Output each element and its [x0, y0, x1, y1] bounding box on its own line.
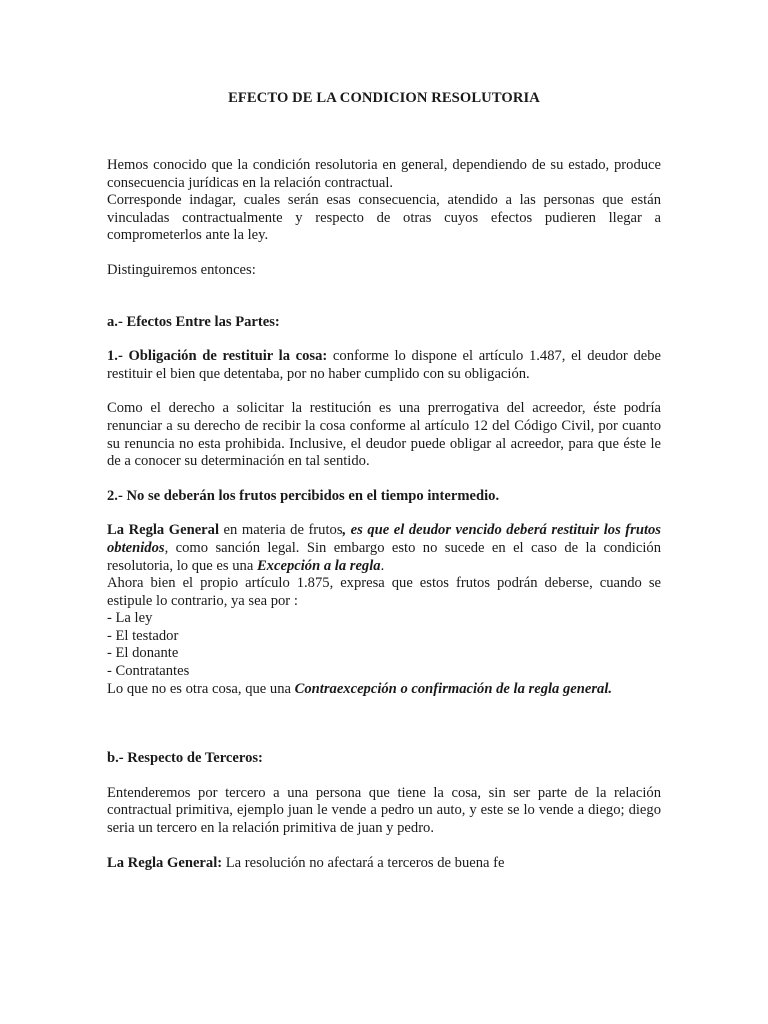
article-paragraph: Ahora bien el propio artículo 1.875, expresa que estos frutos podrán deberse, cuando se estipule lo contrario, ya sea por : — [107, 575, 661, 609]
document-title: EFECTO DE LA CONDICION RESOLUTORIA — [228, 90, 540, 106]
point-1-text: conforme lo dispone el artículo 1.487, el deudor debe restituir el bien que detentaba, por no haber cumplido con su obligación. — [107, 348, 661, 382]
rule-label: La Regla General — [107, 522, 220, 539]
rule-paragraph — [107, 522, 661, 575]
closing-emphasis: Contraexcepción o confirmación de la regla general. — [294, 680, 613, 697]
closing-paragraph — [107, 681, 661, 699]
point-1-paragraph — [107, 348, 661, 383]
rule-text-2: , como sanción legal. Sin embargo esto no sucede en el caso de la condición resolutoria, lo que es una — [107, 539, 661, 574]
section-b-heading — [107, 750, 661, 768]
list-item: - El donante — [107, 645, 179, 662]
document-body — [107, 157, 661, 872]
list-item: - La ley — [107, 610, 153, 627]
intro-paragraph-1: Hemos conocido que la condición resolutoria en general, dependiendo de su estado, produce consecuencia jurídicas en la relación contractual. — [107, 157, 661, 191]
list-item: - El testador — [107, 627, 179, 644]
point-1-paragraph-2: Como el derecho a solicitar la restitución es una prerrogativa del acreedor, éste podría renunciar a su derecho de recibir la cosa conforme al artículo 12 del Código Civil, por cuanto su renuncia no esta prohibida. Inclusive, el deudor puede obligar al acreedor, para que éste le de a conocer su determinación en tal sentido. — [107, 400, 661, 470]
closing-text: Lo que no es otra cosa, que una — [107, 680, 295, 697]
intro-paragraph-2: Corresponde indagar, cuales serán esas consecuencia, atendido a las personas que están vinculadas contractualmente y respecto de otras cuyos efectos pudieren llegar a comprometerlos ante la ley. — [107, 192, 661, 244]
point-2-heading — [107, 488, 661, 506]
rule-emphasis-1: , es que el deudor vencido deberá restituir los frutos obtenidos — [107, 522, 661, 556]
section-b-rule-paragraph — [107, 855, 661, 873]
section-b-rule-text: La resolución no afectará a terceros de buena fe — [222, 854, 505, 871]
section-b-paragraph-1: Entenderemos por tercero a una persona que tiene la cosa, sin ser parte de la relación contractual primitiva, ejemplo juan le vende a pedro un auto, y este se lo vende a diego; diego seria un tercero en la relación primitiva de juan y pedro. — [107, 784, 661, 837]
rule-text-3: . — [380, 557, 385, 574]
section-a-heading — [107, 314, 661, 332]
section-b-rule-label: La Regla General: — [107, 854, 223, 871]
section-b-heading-text: b.- Respecto de Terceros: — [107, 750, 263, 767]
fruit-list — [107, 610, 661, 680]
point-2-heading-text: 2.- No se deberán los frutos percibidos en el tiempo intermedio. — [107, 487, 500, 504]
rule-emphasis-2: Excepción a la regla — [256, 557, 381, 574]
point-1-label: 1.- Obligación de restituir la cosa: — [107, 348, 328, 365]
section-a-heading-text: a.- Efectos Entre las Partes: — [107, 313, 280, 330]
list-item: - Contratantes — [107, 663, 190, 680]
intro-paragraph-3: Distinguiremos entonces: — [107, 261, 256, 278]
rule-text-1: en materia de frutos — [219, 522, 343, 539]
